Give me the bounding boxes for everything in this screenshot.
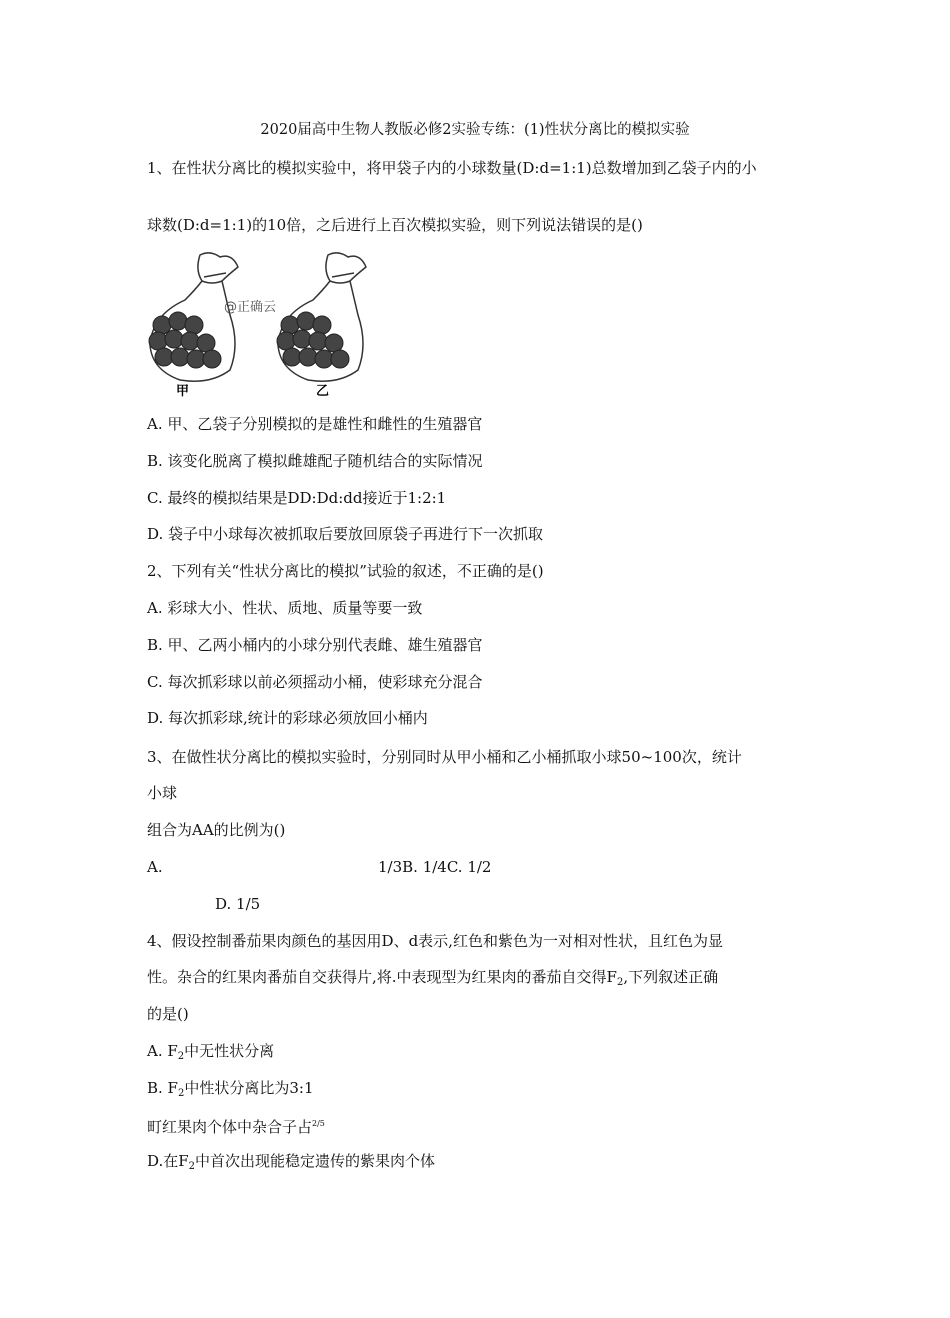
q2-option-c: C. 每次抓彩球以前必须摇动小桶，使彩球充分混合: [147, 673, 483, 691]
q4-option-a-pre: A. F: [147, 1042, 178, 1060]
q4-option-a-post: 中无性状分离: [184, 1042, 275, 1060]
q2-option-b: B. 甲、乙两小桶内的小球分别代表雌、雄生殖器官: [147, 636, 483, 654]
q3-options-bc: 1/3B. 1/4C. 1/2: [378, 858, 492, 876]
q4-option-c-sup: 2/5: [312, 1119, 325, 1128]
q4-option-c: [147, 1114, 325, 1137]
q1-option-c: C. 最终的模拟结果是DD:Dd:dd接近于1:2:1: [147, 489, 447, 507]
q4-stem-line1: 4、假设控制番茄果肉颜色的基因用D、d表示,红色和紫色为一对相对性状，且红色为显: [147, 932, 723, 950]
bag-label-yi: 乙: [316, 384, 330, 399]
q4-option-c-text: 町红果肉个体中杂合子占: [147, 1118, 313, 1136]
q4-option-d-sub: 2: [188, 1161, 196, 1172]
q4-option-b: [147, 1078, 314, 1104]
page-title: 2020届高中生物人教版必修2实验专练：(1)性状分离比的模拟实验: [260, 122, 690, 138]
q3-option-d: D. 1/5: [215, 895, 261, 913]
q4-option-b-pre: B. F: [147, 1079, 178, 1097]
q1-stem-line2: 球数(D:d=1:1)的10倍，之后进行上百次模拟实验，则下列说法错误的是(): [147, 216, 643, 234]
q2-stem: 2、下列有关“性状分离比的模拟”试验的叙述，不正确的是(): [147, 562, 544, 580]
q1-option-b: B. 该变化脱离了模拟雌雄配子随机结合的实际情况: [147, 452, 483, 470]
q3-stem-line1: 3、在做性状分离比的模拟实验时，分别同时从甲小桶和乙小桶抓取小球50~100次，统计: [147, 748, 742, 766]
q4-stem-line2: [147, 967, 718, 993]
q4-stem-line2-pre: 性。杂合的红果肉番茄自交获得片,将.中表现型为红果肉的番茄自交得F: [147, 968, 617, 986]
q4-option-a-sub: 2: [177, 1051, 185, 1062]
q1-bags-figure: [140, 245, 400, 405]
q2-option-a: A. 彩球大小、性状、质地、质量等要一致: [147, 599, 423, 617]
q1-option-a: A. 甲、乙袋子分别模拟的是雄性和雌性的生殖器官: [147, 415, 483, 433]
q3-stem-line2: 小球: [147, 784, 178, 802]
q4-option-b-sub: 2: [177, 1088, 185, 1099]
q2-option-d: D. 每次抓彩球,统计的彩球必须放回小桶内: [147, 709, 428, 727]
bag-label-jia: 甲: [176, 384, 190, 399]
q4-stem-line2-sub: 2: [616, 977, 624, 988]
q4-option-d-pre: D.在F: [147, 1152, 189, 1170]
q1-option-d: D. 袋子中小球每次被抓取后要放回原袋子再进行下一次抓取: [147, 525, 544, 543]
q4-stem-line3: 的是(): [147, 1005, 189, 1023]
q4-stem-line2-post: ,下列叙述正确: [623, 968, 719, 986]
q4-option-b-post: 中性状分离比为3:1: [184, 1079, 314, 1097]
figure-watermark: @正确云: [224, 300, 277, 315]
q3-option-a: A.: [147, 858, 163, 876]
q1-stem-line1: 1、在性状分离比的模拟实验中，将甲袋子内的小球数量(D:d=1:1)总数增加到乙袋子内的小: [147, 159, 757, 177]
q4-option-d: [147, 1151, 435, 1177]
bags-illustration: [140, 245, 400, 405]
q4-option-a: [147, 1041, 274, 1067]
q4-option-d-post: 中首次出现能稳定遗传的紫果肉个体: [195, 1152, 436, 1170]
q3-stem-line3: 组合为AA的比例为(): [147, 821, 286, 839]
